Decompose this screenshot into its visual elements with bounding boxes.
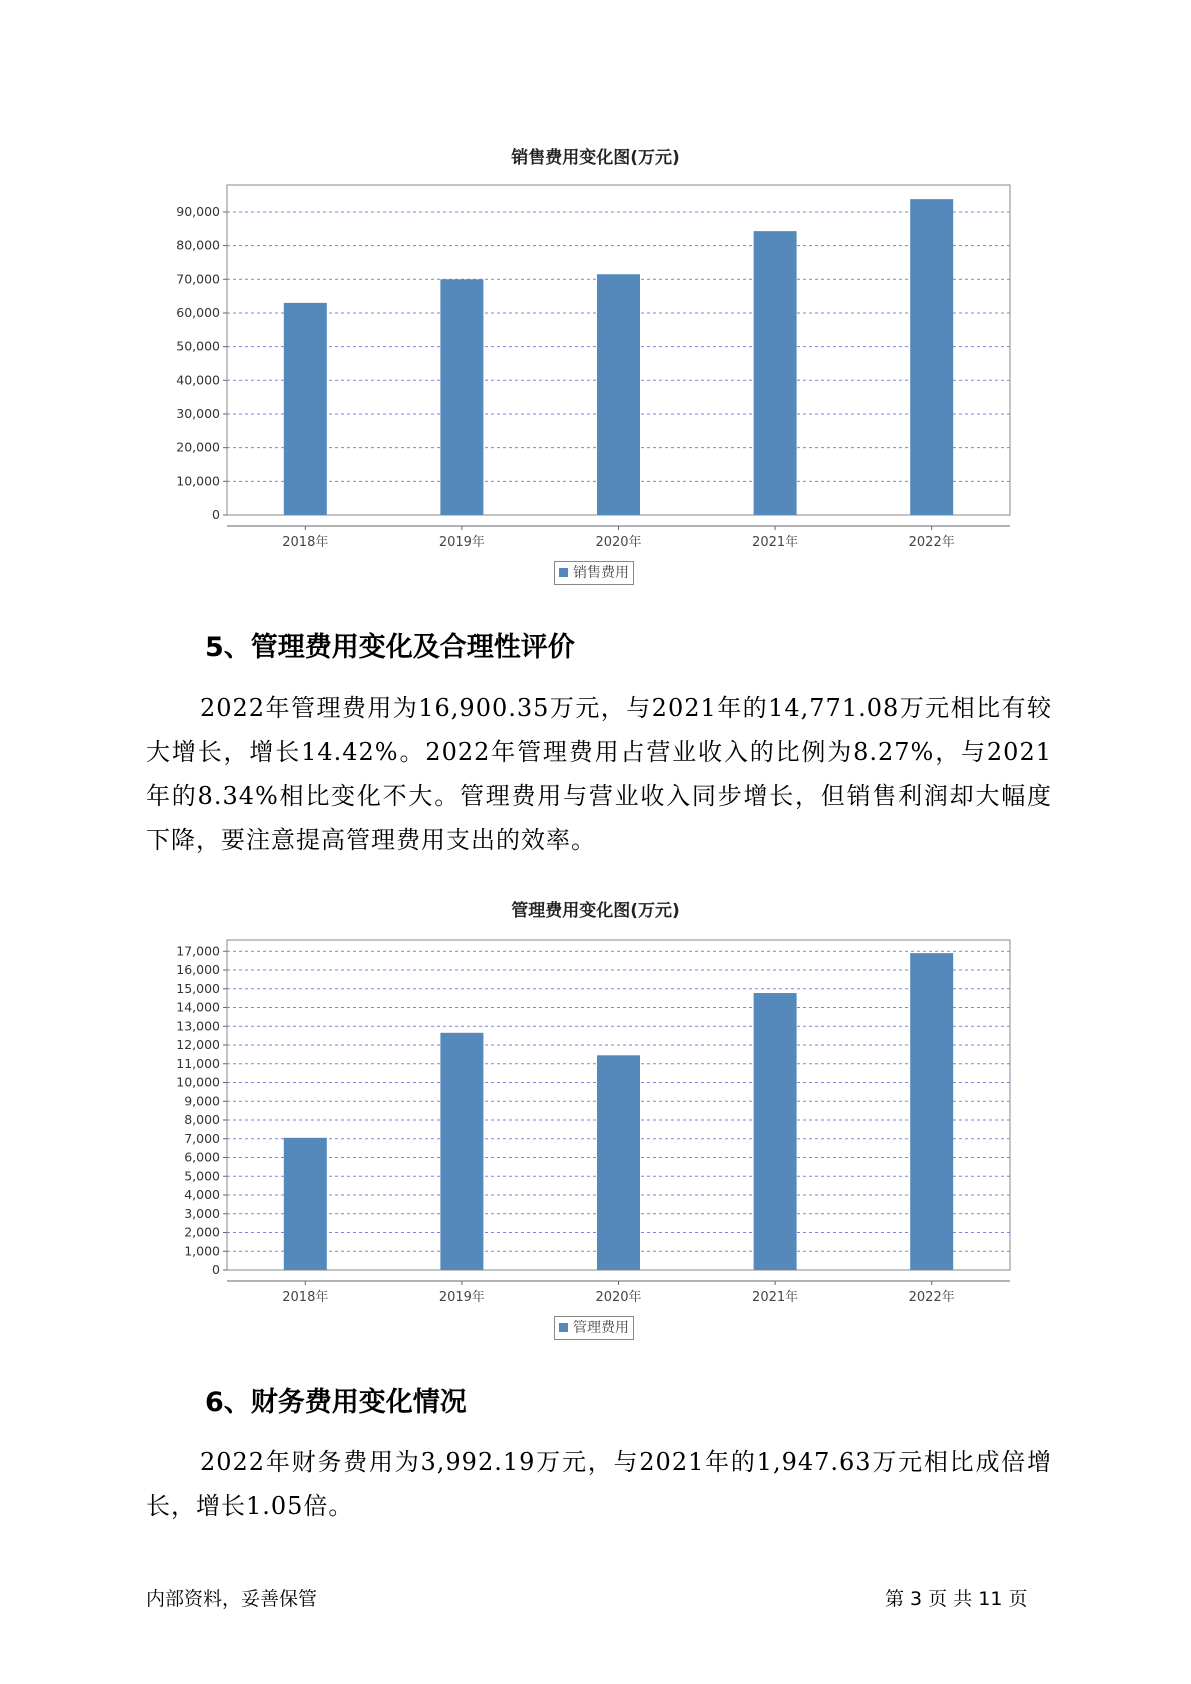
bar <box>284 303 327 515</box>
x-tick-label: 2019年 <box>438 535 485 550</box>
bar <box>440 279 483 515</box>
x-tick-label: 2022年 <box>908 535 955 550</box>
x-tick-label: 2018年 <box>282 1290 329 1305</box>
y-tick-label: 12,000 <box>176 1037 220 1052</box>
x-tick-label: 2019年 <box>438 1290 485 1305</box>
y-tick-label: 5,000 <box>184 1168 220 1184</box>
bar <box>440 1033 483 1270</box>
y-tick-label: 2,000 <box>184 1224 220 1240</box>
section6-text: 2022年财务费用为3,992.19万元，与2021年的1,947.63万元相比成倍增长，增长1.05倍。 <box>146 1448 1052 1520</box>
y-tick-label: 14,000 <box>176 999 220 1015</box>
y-tick-label: 15,000 <box>176 980 220 996</box>
bar <box>284 1138 327 1270</box>
bar <box>910 953 953 1270</box>
y-tick-label: 0 <box>212 507 220 522</box>
bar <box>597 1055 640 1270</box>
section5-paragraph <box>146 686 1052 862</box>
chart1-legend <box>554 561 634 585</box>
chart1-sales-expense <box>0 175 1191 555</box>
y-tick-label: 20,000 <box>176 439 220 455</box>
y-tick-label: 90,000 <box>176 203 220 219</box>
y-tick-label: 30,000 <box>176 405 220 421</box>
section6-paragraph <box>146 1440 1052 1528</box>
y-tick-label: 70,000 <box>176 271 220 287</box>
section6-heading: 6、财务费用变化情况 <box>205 1387 467 1418</box>
y-tick-label: 8,000 <box>184 1112 220 1127</box>
chart1-legend-label: 销售费用 <box>573 565 629 581</box>
x-tick-label: 2018年 <box>282 535 329 550</box>
y-tick-label: 4,000 <box>184 1187 220 1202</box>
y-tick-label: 50,000 <box>176 338 220 354</box>
chart2-title: 管理费用变化图(万元) <box>511 901 680 921</box>
bar <box>910 199 953 515</box>
bar <box>754 231 797 515</box>
chart2-management-expense <box>0 930 1191 1310</box>
y-tick-label: 40,000 <box>176 372 220 388</box>
y-tick-label: 9,000 <box>184 1093 220 1109</box>
chart1-title: 销售费用变化图(万元) <box>511 148 680 168</box>
y-tick-label: 0 <box>212 1262 220 1277</box>
y-tick-label: 7,000 <box>184 1130 220 1146</box>
y-tick-label: 11,000 <box>176 1055 220 1071</box>
chart2-legend <box>554 1316 634 1340</box>
y-tick-label: 13,000 <box>176 1018 220 1034</box>
y-tick-label: 16,000 <box>176 962 220 977</box>
bar <box>597 274 640 515</box>
chart2-legend-label: 管理费用 <box>573 1320 629 1336</box>
x-tick-label: 2021年 <box>752 535 799 550</box>
legend-swatch <box>559 568 568 577</box>
x-tick-label: 2021年 <box>752 1290 799 1305</box>
y-tick-label: 1,000 <box>184 1243 220 1259</box>
footer-page-number: 第 3 页 共 11 页 <box>885 1588 1028 1610</box>
legend-swatch <box>559 1323 568 1332</box>
section5-text: 2022年管理费用为16,900.35万元，与2021年的14,771.08万元相比有较大增长，增长14.42%。2022年管理费用占营业收入的比例为8.27%，与2021年的8.34%相比变化不大。管理费用与营业收入同步增长，但销售利润却大幅度下降，要注意提高管理费用支出的效率。 <box>146 694 1052 854</box>
y-tick-label: 60,000 <box>176 304 220 320</box>
y-tick-label: 80,000 <box>176 237 220 253</box>
y-tick-label: 3,000 <box>184 1205 220 1221</box>
footer-left: 内部资料，妥善保管 <box>146 1588 318 1610</box>
y-tick-label: 6,000 <box>184 1149 220 1165</box>
x-tick-label: 2020年 <box>595 1290 642 1305</box>
y-tick-label: 10,000 <box>176 473 220 489</box>
x-tick-label: 2020年 <box>595 535 642 550</box>
bar <box>754 993 797 1270</box>
y-tick-label: 10,000 <box>176 1074 220 1090</box>
x-tick-label: 2022年 <box>908 1290 955 1305</box>
y-tick-label: 17,000 <box>176 943 220 959</box>
section5-heading: 5、管理费用变化及合理性评价 <box>205 632 575 663</box>
